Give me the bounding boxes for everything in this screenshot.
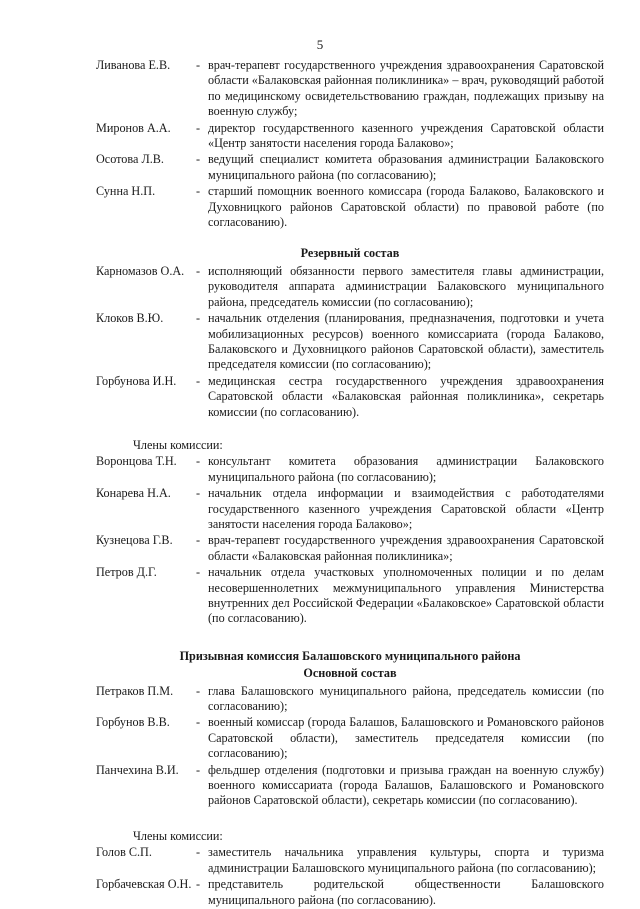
list-item: [96, 374, 604, 420]
reserve-heading: Резервный состав: [300, 246, 400, 261]
main-list: [96, 684, 604, 809]
person-position: исполняющий обязанности первого заместителя главы администрации, руководителя аппарата администрации Балаковского муниципального района, председатель комиссии (по согласованию);: [208, 263, 604, 309]
list-item: [96, 152, 604, 183]
list-item: [96, 763, 604, 809]
person-position: фельдшер отделения (подготовки и призыва граждан на военную службу) военного комиссариата (города Балашов, Балашовского и Романовского районов Саратовской области), секретарь комиссии (по согласованию).: [208, 762, 604, 808]
block1-list: [96, 58, 604, 230]
document-body: [96, 58, 604, 909]
dash: -: [196, 184, 201, 199]
list-item: [96, 533, 604, 564]
members-label: Члены комиссии:: [133, 437, 223, 452]
person-name: Ливанова Е.В.: [96, 58, 171, 72]
person-position: военный комиссар (города Балашов, Балашовского и Романовского районов Саратовской области), заместитель председателя комиссии (по согласованию);: [208, 715, 604, 761]
person-position: медицинская сестра государственного учреждения здравоохранения Саратовской области «Балаковская районная поликлиника», секретарь комиссии (по согласованию).: [208, 373, 604, 419]
dash: -: [196, 58, 201, 72]
main-composition-heading: Основной состав: [303, 666, 397, 681]
dash: -: [196, 877, 201, 892]
list-item: [96, 684, 604, 715]
dash: -: [196, 533, 201, 548]
person-name: Горбачевская О.Н.: [96, 877, 192, 892]
person-position: консультант комитета образования администрации Балаковского муниципального района (по согласованию);: [208, 454, 604, 484]
dash: -: [196, 565, 201, 580]
person-position: заместитель начальника управления культуры, спорта и туризма администрации Балашовского муниципального района (по согласованию);: [208, 845, 604, 875]
person-name: Конарева Н.А.: [96, 486, 171, 501]
list-item: [96, 486, 604, 532]
list-item: [96, 264, 604, 310]
person-position: начальник отдела участковых уполномоченных полиции и по делам несовершеннолетних межмуниципального управления Министерства внутренних дел Российской Федерации «Балаковское» Саратовской области (по согласованию).: [208, 565, 604, 626]
list-item: [96, 184, 604, 230]
members-list: [96, 845, 604, 908]
list-item: [96, 58, 604, 120]
person-position: старший помощник военного комиссара (города Балаково, Балаковского и Духовницкого районов Саратовской области) по правовой работе (по согласованию).: [208, 184, 604, 230]
list-item: [96, 877, 604, 908]
person-position: глава Балашовского муниципального района, председатель комиссии (по согласованию);: [208, 683, 604, 714]
dash: -: [196, 120, 201, 135]
dash: -: [196, 152, 201, 167]
person-name: Карномазов О.А.: [96, 263, 185, 278]
person-name: Миронов А.А.: [96, 120, 171, 135]
page-number: 5: [316, 37, 324, 52]
list-item: [96, 845, 604, 876]
person-name: Петраков П.М.: [96, 683, 174, 698]
person-position: врач-терапевт государственного учреждения здравоохранения Саратовской области «Балаковская районная поликлиника» – врач, руководящий работой по медицинскому освидетельствованию граждан, подлежащих призыву на военную службу;: [208, 58, 604, 119]
person-name: Горбунов В.В.: [96, 715, 170, 730]
person-name: Петров Д.Г.: [96, 565, 157, 580]
person-position: начальник отделения (планирования, предназначения, подготовки и учета мобилизационных ресурсов) военного комиссариата (города Балаково, Балаковского и Духовницкого районов Саратовской области), заместитель председателя комиссии (по согласованию);: [208, 311, 604, 372]
dash: -: [196, 311, 201, 326]
person-name: Горбунова И.Н.: [96, 373, 177, 388]
dash: -: [196, 263, 201, 278]
person-name: Кузнецова Г.В.: [96, 533, 173, 548]
person-name: Клоков В.Ю.: [96, 311, 164, 326]
dash: -: [196, 715, 201, 730]
dash: -: [196, 454, 201, 469]
dash: -: [196, 762, 201, 777]
list-item: [96, 715, 604, 761]
person-name: Панчехина В.И.: [96, 762, 179, 777]
members-label: Члены комиссии:: [133, 828, 223, 843]
dash: -: [196, 486, 201, 501]
person-name: Воронцова Т.Н.: [96, 454, 177, 469]
person-position: начальник отдела информации и взаимодействия с работодателями государственного казенного учреждения Саратовской области «Центр занятости населения города Балаково»;: [208, 486, 604, 531]
person-position: представитель родительской общественности Балашовского муниципального района (по согласованию).: [208, 877, 604, 907]
person-position: директор государственного казенного учреждения Саратовской области «Центр занятости населения города Балаково»;: [208, 120, 604, 151]
list-item: [96, 121, 604, 152]
dash: -: [196, 845, 201, 860]
dash: -: [196, 373, 201, 388]
commission-heading: Призывная комиссия Балашовского муниципального района: [179, 648, 521, 663]
person-name: Сунна Н.П.: [96, 184, 156, 199]
members-list: [96, 454, 604, 626]
list-item: [96, 565, 604, 627]
dash: -: [196, 683, 201, 698]
person-name: Осотова Л.В.: [96, 152, 164, 167]
person-position: врач-терапевт государственного учреждения здравоохранения Саратовской области «Балаковская районная поликлиника»;: [208, 533, 604, 563]
person-position: ведущий специалист комитета образования администрации Балаковского муниципального района (по согласованию);: [208, 152, 604, 182]
person-name: Голов С.П.: [96, 845, 152, 860]
list-item: [96, 311, 604, 373]
list-item: [96, 454, 604, 485]
reserve-list: [96, 264, 604, 420]
